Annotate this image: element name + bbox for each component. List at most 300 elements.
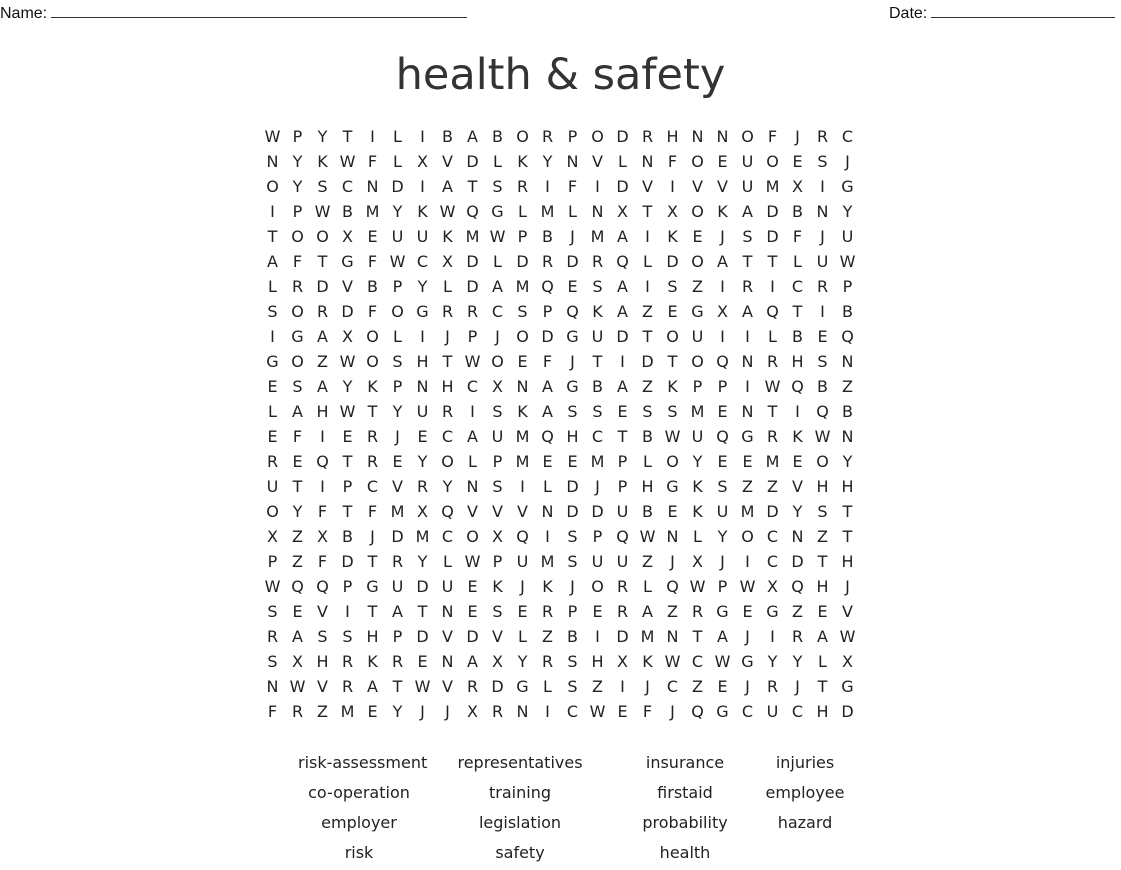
grid-letter[interactable]: O bbox=[391, 302, 404, 321]
grid-letter[interactable]: B bbox=[842, 302, 853, 321]
grid-letter[interactable]: C bbox=[666, 677, 679, 696]
grid-letter[interactable]: F bbox=[767, 127, 778, 146]
grid-letter[interactable]: G bbox=[666, 477, 679, 496]
grid-letter[interactable]: B bbox=[642, 502, 653, 521]
grid-letter[interactable]: V bbox=[392, 477, 403, 496]
grid-letter[interactable]: T bbox=[292, 477, 303, 496]
grid-letter[interactable]: J bbox=[845, 577, 850, 596]
grid-letter[interactable]: G bbox=[741, 427, 754, 446]
grid-letter[interactable]: Q bbox=[466, 202, 479, 221]
grid-letter[interactable]: G bbox=[266, 352, 279, 371]
grid-letter[interactable]: R bbox=[341, 677, 354, 696]
grid-letter[interactable]: W bbox=[289, 677, 306, 696]
grid-letter[interactable]: J bbox=[570, 352, 575, 371]
grid-letter[interactable]: A bbox=[742, 202, 753, 221]
grid-letter[interactable]: G bbox=[416, 302, 429, 321]
grid-letter[interactable]: B bbox=[542, 227, 553, 246]
grid-letter[interactable]: I bbox=[595, 177, 600, 196]
grid-letter[interactable]: S bbox=[492, 177, 503, 196]
grid-letter[interactable]: J bbox=[820, 227, 825, 246]
grid-letter[interactable]: E bbox=[517, 602, 528, 621]
grid-letter[interactable]: P bbox=[542, 302, 553, 321]
grid-letter[interactable]: W bbox=[339, 402, 356, 421]
grid-letter[interactable]: Z bbox=[292, 527, 303, 546]
grid-letter[interactable]: W bbox=[489, 227, 506, 246]
grid-letter[interactable]: V bbox=[517, 502, 528, 521]
grid-letter[interactable]: R bbox=[491, 702, 504, 721]
grid-letter[interactable]: J bbox=[570, 577, 575, 596]
grid-letter[interactable]: A bbox=[617, 277, 628, 296]
grid-letter[interactable]: W bbox=[839, 252, 856, 271]
grid-letter[interactable]: D bbox=[516, 252, 529, 271]
grid-letter[interactable]: R bbox=[541, 652, 554, 671]
name-field[interactable] bbox=[0, 3, 467, 23]
grid-letter[interactable]: M bbox=[540, 552, 555, 571]
grid-letter[interactable]: R bbox=[391, 652, 404, 671]
grid-letter[interactable]: O bbox=[291, 302, 304, 321]
grid-letter[interactable]: L bbox=[443, 277, 452, 296]
grid-letter[interactable]: I bbox=[745, 552, 750, 571]
grid-letter[interactable]: F bbox=[642, 702, 653, 721]
grid-letter[interactable]: Z bbox=[642, 302, 653, 321]
grid-letter[interactable]: J bbox=[745, 677, 750, 696]
grid-letter[interactable]: N bbox=[266, 677, 279, 696]
grid-letter[interactable]: F bbox=[367, 502, 378, 521]
grid-letter[interactable]: Y bbox=[792, 652, 803, 671]
grid-letter[interactable]: H bbox=[816, 702, 829, 721]
grid-letter[interactable]: T bbox=[617, 427, 628, 446]
grid-letter[interactable]: X bbox=[767, 577, 778, 596]
grid-letter[interactable]: C bbox=[791, 702, 804, 721]
grid-letter[interactable]: Y bbox=[842, 452, 853, 471]
grid-letter[interactable]: T bbox=[592, 352, 603, 371]
grid-letter[interactable]: L bbox=[518, 202, 527, 221]
grid-letter[interactable]: E bbox=[467, 577, 478, 596]
grid-letter[interactable]: A bbox=[367, 677, 378, 696]
grid-letter[interactable]: Z bbox=[767, 477, 778, 496]
grid-letter[interactable]: Q bbox=[691, 702, 704, 721]
grid-letter[interactable]: F bbox=[317, 552, 328, 571]
grid-letter[interactable]: L bbox=[693, 527, 702, 546]
grid-letter[interactable]: X bbox=[417, 502, 428, 521]
grid-letter[interactable]: Z bbox=[642, 552, 653, 571]
grid-letter[interactable]: M bbox=[640, 627, 655, 646]
grid-letter[interactable]: W bbox=[314, 202, 331, 221]
grid-letter[interactable]: V bbox=[717, 177, 728, 196]
grid-letter[interactable]: W bbox=[589, 702, 606, 721]
grid-letter[interactable]: C bbox=[441, 427, 454, 446]
grid-letter[interactable]: P bbox=[517, 227, 528, 246]
grid-letter[interactable]: L bbox=[493, 252, 502, 271]
grid-letter[interactable]: R bbox=[391, 552, 404, 571]
grid-letter[interactable]: V bbox=[642, 177, 653, 196]
grid-letter[interactable]: R bbox=[741, 277, 754, 296]
grid-letter[interactable]: R bbox=[466, 302, 479, 321]
grid-letter[interactable]: Z bbox=[317, 352, 328, 371]
grid-letter[interactable]: I bbox=[620, 677, 625, 696]
grid-letter[interactable]: G bbox=[341, 252, 354, 271]
grid-letter[interactable]: O bbox=[741, 127, 754, 146]
grid-letter[interactable]: B bbox=[492, 127, 503, 146]
grid-letter[interactable]: V bbox=[492, 502, 503, 521]
grid-letter[interactable]: Y bbox=[542, 152, 553, 171]
grid-letter[interactable]: E bbox=[417, 652, 428, 671]
grid-letter[interactable]: A bbox=[292, 402, 303, 421]
grid-letter[interactable]: D bbox=[666, 252, 679, 271]
grid-letter[interactable]: J bbox=[720, 227, 725, 246]
grid-letter[interactable]: I bbox=[270, 327, 275, 346]
grid-letter[interactable]: B bbox=[367, 277, 378, 296]
grid-letter[interactable]: D bbox=[466, 277, 479, 296]
grid-letter[interactable]: F bbox=[567, 177, 578, 196]
grid-letter[interactable]: W bbox=[664, 652, 681, 671]
grid-letter[interactable]: D bbox=[391, 177, 404, 196]
grid-letter[interactable]: Q bbox=[841, 327, 854, 346]
grid-letter[interactable]: A bbox=[617, 377, 628, 396]
grid-letter[interactable]: M bbox=[765, 452, 780, 471]
grid-letter[interactable]: E bbox=[367, 227, 378, 246]
grid-letter[interactable]: Y bbox=[517, 652, 528, 671]
grid-letter[interactable]: Z bbox=[692, 277, 703, 296]
name-blank-line[interactable] bbox=[51, 3, 467, 18]
grid-letter[interactable]: E bbox=[567, 452, 578, 471]
grid-letter[interactable]: D bbox=[566, 252, 579, 271]
grid-letter[interactable]: P bbox=[692, 377, 703, 396]
grid-letter[interactable]: I bbox=[545, 702, 550, 721]
grid-letter[interactable]: O bbox=[466, 527, 479, 546]
grid-letter[interactable]: L bbox=[493, 152, 502, 171]
grid-letter[interactable]: W bbox=[839, 627, 856, 646]
grid-letter[interactable]: X bbox=[342, 327, 353, 346]
grid-letter[interactable]: G bbox=[691, 302, 704, 321]
grid-letter[interactable]: O bbox=[291, 352, 304, 371]
grid-letter[interactable]: G bbox=[566, 377, 579, 396]
grid-letter[interactable]: S bbox=[592, 277, 603, 296]
grid-letter[interactable]: B bbox=[442, 127, 453, 146]
grid-letter[interactable]: K bbox=[367, 652, 378, 671]
grid-letter[interactable]: E bbox=[292, 452, 303, 471]
grid-letter[interactable]: X bbox=[692, 552, 703, 571]
grid-letter[interactable]: K bbox=[642, 652, 653, 671]
grid-letter[interactable]: T bbox=[367, 552, 378, 571]
grid-letter[interactable]: Y bbox=[317, 127, 328, 146]
grid-letter[interactable]: K bbox=[792, 427, 803, 446]
grid-letter[interactable]: I bbox=[720, 277, 725, 296]
grid-letter[interactable]: Y bbox=[392, 702, 403, 721]
grid-letter[interactable]: I bbox=[520, 477, 525, 496]
grid-letter[interactable]: D bbox=[791, 552, 804, 571]
grid-letter[interactable]: E bbox=[792, 452, 803, 471]
grid-letter[interactable]: J bbox=[595, 477, 600, 496]
grid-letter[interactable]: Q bbox=[441, 502, 454, 521]
grid-letter[interactable]: S bbox=[392, 352, 403, 371]
grid-letter[interactable]: I bbox=[420, 177, 425, 196]
grid-letter[interactable]: R bbox=[541, 602, 554, 621]
grid-letter[interactable]: X bbox=[492, 652, 503, 671]
grid-letter[interactable]: O bbox=[666, 452, 679, 471]
grid-letter[interactable]: P bbox=[392, 277, 403, 296]
grid-letter[interactable]: N bbox=[816, 202, 829, 221]
grid-letter[interactable]: J bbox=[795, 127, 800, 146]
grid-letter[interactable]: N bbox=[841, 352, 854, 371]
grid-letter[interactable]: C bbox=[766, 527, 779, 546]
grid-letter[interactable]: Q bbox=[541, 427, 554, 446]
grid-letter[interactable]: M bbox=[540, 202, 555, 221]
grid-letter[interactable]: T bbox=[692, 627, 703, 646]
grid-letter[interactable]: Q bbox=[616, 527, 629, 546]
grid-letter[interactable]: W bbox=[689, 577, 706, 596]
grid-letter[interactable]: X bbox=[292, 652, 303, 671]
grid-letter[interactable]: T bbox=[392, 677, 403, 696]
grid-letter[interactable]: U bbox=[391, 227, 404, 246]
grid-letter[interactable]: C bbox=[591, 427, 604, 446]
grid-letter[interactable]: T bbox=[767, 252, 778, 271]
grid-letter[interactable]: T bbox=[842, 502, 853, 521]
grid-letter[interactable]: Z bbox=[592, 677, 603, 696]
grid-letter[interactable]: L bbox=[393, 327, 402, 346]
grid-letter[interactable]: F bbox=[292, 252, 303, 271]
grid-letter[interactable]: C bbox=[791, 277, 804, 296]
grid-letter[interactable]: Z bbox=[692, 677, 703, 696]
grid-letter[interactable]: P bbox=[267, 552, 278, 571]
grid-letter[interactable]: N bbox=[741, 352, 754, 371]
grid-letter[interactable]: O bbox=[516, 127, 529, 146]
grid-letter[interactable]: E bbox=[667, 502, 678, 521]
grid-letter[interactable]: R bbox=[541, 252, 554, 271]
grid-letter[interactable]: A bbox=[617, 227, 628, 246]
grid-letter[interactable]: A bbox=[492, 277, 503, 296]
grid-letter[interactable]: O bbox=[266, 502, 279, 521]
grid-letter[interactable]: H bbox=[841, 552, 854, 571]
grid-letter[interactable]: N bbox=[466, 477, 479, 496]
grid-letter[interactable]: Z bbox=[792, 602, 803, 621]
grid-letter[interactable]: S bbox=[567, 527, 578, 546]
grid-letter[interactable]: V bbox=[792, 477, 803, 496]
grid-letter[interactable]: N bbox=[441, 602, 454, 621]
grid-letter[interactable]: T bbox=[667, 352, 678, 371]
grid-letter[interactable]: N bbox=[666, 527, 679, 546]
grid-letter[interactable]: U bbox=[691, 427, 704, 446]
grid-letter[interactable]: U bbox=[616, 502, 629, 521]
grid-letter[interactable]: N bbox=[566, 152, 579, 171]
grid-letter[interactable]: M bbox=[515, 277, 530, 296]
grid-letter[interactable]: K bbox=[317, 152, 328, 171]
grid-letter[interactable]: N bbox=[741, 402, 754, 421]
grid-letter[interactable]: C bbox=[416, 252, 429, 271]
grid-letter[interactable]: N bbox=[716, 127, 729, 146]
grid-letter[interactable]: H bbox=[841, 477, 854, 496]
grid-letter[interactable]: I bbox=[620, 352, 625, 371]
grid-letter[interactable]: S bbox=[567, 552, 578, 571]
grid-letter[interactable]: Y bbox=[792, 502, 803, 521]
grid-letter[interactable]: M bbox=[590, 227, 605, 246]
grid-letter[interactable]: U bbox=[716, 502, 729, 521]
grid-letter[interactable]: H bbox=[441, 377, 454, 396]
grid-letter[interactable]: J bbox=[670, 552, 675, 571]
grid-letter[interactable]: P bbox=[467, 327, 478, 346]
grid-letter[interactable]: K bbox=[692, 477, 703, 496]
grid-letter[interactable]: Q bbox=[666, 577, 679, 596]
grid-letter[interactable]: U bbox=[841, 227, 854, 246]
grid-letter[interactable]: S bbox=[717, 477, 728, 496]
grid-letter[interactable]: D bbox=[391, 527, 404, 546]
grid-letter[interactable]: M bbox=[365, 202, 380, 221]
grid-letter[interactable]: P bbox=[342, 477, 353, 496]
grid-letter[interactable]: X bbox=[417, 152, 428, 171]
grid-letter[interactable]: M bbox=[740, 502, 755, 521]
grid-letter[interactable]: D bbox=[466, 152, 479, 171]
grid-letter[interactable]: Q bbox=[716, 427, 729, 446]
grid-letter[interactable]: T bbox=[817, 552, 828, 571]
grid-letter[interactable]: D bbox=[566, 477, 579, 496]
grid-letter[interactable]: S bbox=[567, 652, 578, 671]
grid-letter[interactable]: H bbox=[641, 477, 654, 496]
grid-letter[interactable]: I bbox=[820, 302, 825, 321]
grid-letter[interactable]: G bbox=[491, 202, 504, 221]
grid-letter[interactable]: T bbox=[642, 202, 653, 221]
grid-letter[interactable]: I bbox=[595, 627, 600, 646]
grid-letter[interactable]: J bbox=[370, 527, 375, 546]
grid-letter[interactable]: F bbox=[292, 427, 303, 446]
grid-letter[interactable]: F bbox=[542, 352, 553, 371]
date-field[interactable] bbox=[889, 3, 1115, 23]
grid-letter[interactable]: H bbox=[666, 127, 679, 146]
grid-letter[interactable]: V bbox=[317, 602, 328, 621]
grid-letter[interactable]: Q bbox=[616, 252, 629, 271]
grid-letter[interactable]: W bbox=[264, 127, 281, 146]
grid-letter[interactable]: F bbox=[367, 152, 378, 171]
grid-letter[interactable]: Q bbox=[541, 277, 554, 296]
grid-letter[interactable]: J bbox=[570, 227, 575, 246]
grid-letter[interactable]: O bbox=[441, 452, 454, 471]
grid-letter[interactable]: A bbox=[317, 327, 328, 346]
grid-letter[interactable]: D bbox=[466, 252, 479, 271]
grid-letter[interactable]: F bbox=[317, 502, 328, 521]
grid-letter[interactable]: H bbox=[791, 352, 804, 371]
grid-letter[interactable]: G bbox=[291, 327, 304, 346]
grid-letter[interactable]: L bbox=[793, 252, 802, 271]
grid-letter[interactable]: G bbox=[716, 602, 729, 621]
grid-letter[interactable]: U bbox=[516, 552, 529, 571]
grid-letter[interactable]: Y bbox=[442, 477, 453, 496]
grid-letter[interactable]: T bbox=[792, 302, 803, 321]
grid-letter[interactable]: I bbox=[470, 402, 475, 421]
date-blank-line[interactable] bbox=[931, 3, 1115, 18]
grid-letter[interactable]: U bbox=[416, 402, 429, 421]
grid-letter[interactable]: Q bbox=[791, 377, 804, 396]
grid-letter[interactable]: M bbox=[515, 452, 530, 471]
grid-letter[interactable]: R bbox=[766, 352, 779, 371]
grid-letter[interactable]: X bbox=[342, 227, 353, 246]
grid-letter[interactable]: X bbox=[717, 302, 728, 321]
grid-letter[interactable]: R bbox=[641, 127, 654, 146]
grid-letter[interactable]: O bbox=[816, 452, 829, 471]
grid-letter[interactable]: S bbox=[817, 352, 828, 371]
grid-letter[interactable]: Z bbox=[542, 627, 553, 646]
grid-letter[interactable]: V bbox=[442, 152, 453, 171]
grid-letter[interactable]: R bbox=[816, 127, 829, 146]
grid-letter[interactable]: P bbox=[342, 577, 353, 596]
grid-letter[interactable]: L bbox=[268, 402, 277, 421]
grid-letter[interactable]: B bbox=[642, 427, 653, 446]
grid-letter[interactable]: W bbox=[339, 352, 356, 371]
grid-letter[interactable]: E bbox=[667, 302, 678, 321]
grid-letter[interactable]: E bbox=[367, 702, 378, 721]
grid-letter[interactable]: I bbox=[420, 127, 425, 146]
grid-letter[interactable]: Q bbox=[566, 302, 579, 321]
grid-letter[interactable]: D bbox=[416, 577, 429, 596]
grid-letter[interactable]: R bbox=[791, 627, 804, 646]
grid-letter[interactable]: N bbox=[666, 627, 679, 646]
grid-letter[interactable]: J bbox=[670, 702, 675, 721]
grid-letter[interactable]: S bbox=[817, 152, 828, 171]
grid-letter[interactable]: A bbox=[742, 302, 753, 321]
grid-letter[interactable]: U bbox=[591, 552, 604, 571]
grid-letter[interactable]: S bbox=[567, 402, 578, 421]
grid-letter[interactable]: O bbox=[591, 127, 604, 146]
grid-letter[interactable]: E bbox=[342, 427, 353, 446]
grid-letter[interactable]: R bbox=[816, 277, 829, 296]
grid-letter[interactable]: E bbox=[817, 602, 828, 621]
grid-letter[interactable]: R bbox=[291, 702, 304, 721]
grid-letter[interactable]: O bbox=[691, 152, 704, 171]
grid-letter[interactable]: A bbox=[317, 377, 328, 396]
grid-letter[interactable]: E bbox=[567, 277, 578, 296]
grid-letter[interactable]: T bbox=[742, 252, 753, 271]
grid-letter[interactable]: A bbox=[542, 402, 553, 421]
grid-letter[interactable]: A bbox=[467, 652, 478, 671]
grid-letter[interactable]: S bbox=[492, 402, 503, 421]
grid-letter[interactable]: R bbox=[591, 252, 604, 271]
grid-letter[interactable]: R bbox=[416, 477, 429, 496]
grid-letter[interactable]: F bbox=[667, 152, 678, 171]
grid-letter[interactable]: A bbox=[817, 627, 828, 646]
grid-letter[interactable]: O bbox=[366, 352, 379, 371]
grid-letter[interactable]: Y bbox=[417, 452, 428, 471]
grid-letter[interactable]: H bbox=[816, 577, 829, 596]
grid-letter[interactable]: Y bbox=[392, 202, 403, 221]
grid-letter[interactable]: H bbox=[816, 477, 829, 496]
grid-letter[interactable]: A bbox=[717, 252, 728, 271]
grid-letter[interactable]: C bbox=[466, 377, 479, 396]
grid-letter[interactable]: D bbox=[841, 702, 854, 721]
grid-letter[interactable]: Y bbox=[342, 377, 353, 396]
grid-letter[interactable]: C bbox=[766, 552, 779, 571]
grid-letter[interactable]: I bbox=[670, 177, 675, 196]
grid-letter[interactable]: T bbox=[267, 227, 278, 246]
grid-letter[interactable]: W bbox=[814, 427, 831, 446]
grid-letter[interactable]: P bbox=[292, 202, 303, 221]
grid-letter[interactable]: D bbox=[316, 277, 329, 296]
grid-letter[interactable]: E bbox=[392, 452, 403, 471]
grid-letter[interactable]: H bbox=[316, 652, 329, 671]
grid-letter[interactable]: O bbox=[366, 327, 379, 346]
grid-letter[interactable]: M bbox=[465, 227, 480, 246]
grid-letter[interactable]: K bbox=[517, 402, 528, 421]
grid-letter[interactable]: S bbox=[567, 677, 578, 696]
grid-letter[interactable]: F bbox=[367, 302, 378, 321]
grid-letter[interactable]: L bbox=[518, 627, 527, 646]
grid-letter[interactable]: E bbox=[617, 402, 628, 421]
grid-letter[interactable]: N bbox=[791, 527, 804, 546]
grid-letter[interactable]: I bbox=[320, 477, 325, 496]
grid-letter[interactable]: I bbox=[770, 277, 775, 296]
grid-letter[interactable]: F bbox=[267, 702, 278, 721]
grid-letter[interactable]: X bbox=[792, 177, 803, 196]
grid-letter[interactable]: L bbox=[393, 127, 402, 146]
grid-letter[interactable]: C bbox=[741, 702, 754, 721]
grid-letter[interactable]: L bbox=[643, 577, 652, 596]
